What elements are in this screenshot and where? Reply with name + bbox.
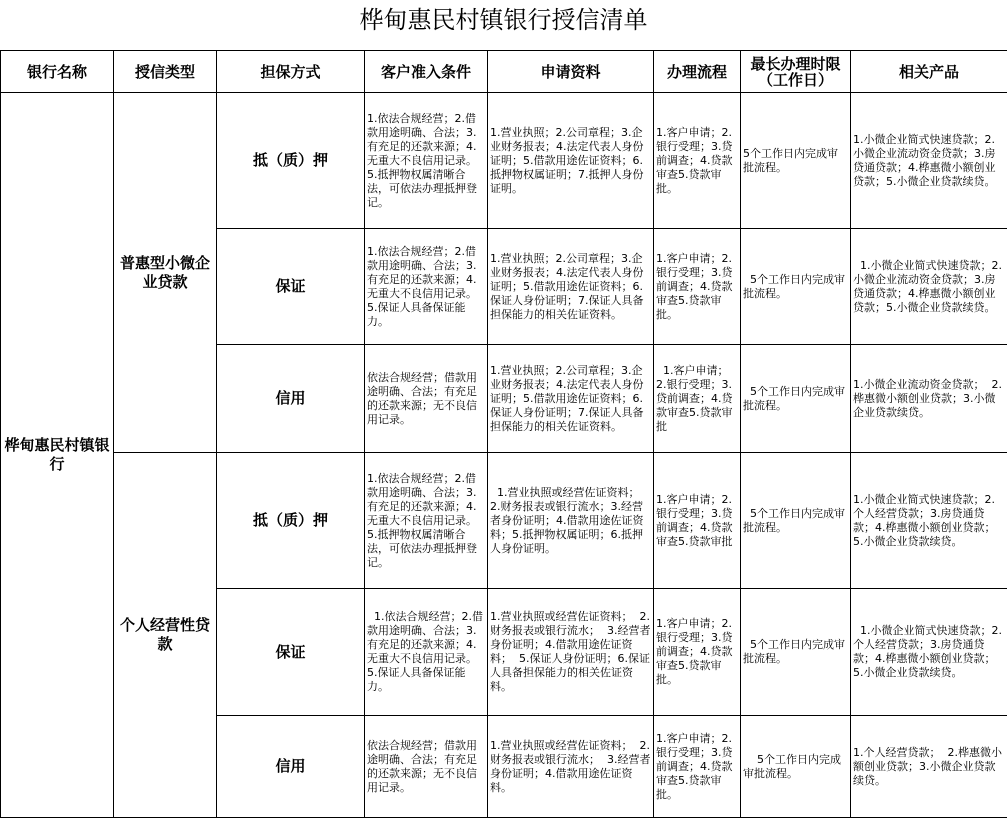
guarantee-cell: 信用 bbox=[217, 345, 365, 453]
products-cell: 1.小微企业流动资金贷款； 2.桦惠微小额创业贷款；3.小微企业贷款续贷。 bbox=[851, 345, 1007, 453]
bank-name-cell: 桦甸惠民村镇银行 bbox=[1, 93, 114, 818]
header-guarantee-method: 担保方式 bbox=[217, 51, 365, 93]
products-cell: 1.小微企业简式快速贷款；2.小微企业流动资金贷款；3.房贷通贷款；4.桦惠微小额创业贷款；5.小微企业贷款续贷。 bbox=[851, 229, 1007, 345]
guarantee-cell: 信用 bbox=[217, 716, 365, 818]
materials-cell: 1.营业执照；2.公司章程；3.企业财务报表；4.法定代表人身份证明；5.借款用途佐证资料；6.保证人身份证明；7.保证人具备担保能力的相关佐证资料。 bbox=[488, 345, 654, 453]
conditions-cell: 1.依法合规经营；2.借款用途明确、合法；3.有充足的还款来源；4.无重大不良信用记录。5.抵押物权属清晰合法，可依法办理抵押登记。 bbox=[365, 453, 488, 589]
conditions-cell: 依法合规经营；借款用途明确、合法；有充足的还款来源；无不良信用记录。 bbox=[365, 716, 488, 818]
guarantee-cell: 抵（质）押 bbox=[217, 93, 365, 229]
materials-cell: 1.营业执照或经营佐证资料； 2.财务报表或银行流水； 3.经营者身份证明；4.借款用途佐证资料； 5.保证人身份证明；6.保证人具备担保能力的相关佐证资料。 bbox=[488, 589, 654, 716]
process-cell: 1.客户申请；2.银行受理；3.贷前调查；4.贷款审查5.贷款审批 bbox=[654, 345, 741, 453]
products-cell: 1.个人经营贷款； 2.桦惠微小额创业贷款；3.小微企业贷款续贷。 bbox=[851, 716, 1007, 818]
products-cell: 1.小微企业简式快速贷款；2.个人经营贷款；3.房贷通贷款；4.桦惠微小额创业贷款；5.小微企业贷款续贷。 bbox=[851, 589, 1007, 716]
header-row bbox=[1, 51, 1007, 93]
products-cell: 1.小微企业简式快速贷款；2.个人经营贷款；3.房贷通贷款；4.桦惠微小额创业贷款；5.小微企业贷款续贷。 bbox=[851, 453, 1007, 589]
header-application-materials: 申请资料 bbox=[488, 51, 654, 93]
time-limit-cell: 5个工作日内完成审批流程。 bbox=[741, 345, 851, 453]
conditions-cell: 1.依法合规经营；2.借款用途明确、合法；3.有充足的还款来源；4.无重大不良信用记录。5.保证人具备保证能力。 bbox=[365, 589, 488, 716]
time-limit-cell: 5个工作日内完成审批流程。 bbox=[741, 229, 851, 345]
header-bank-name: 银行名称 bbox=[1, 51, 114, 93]
page-title: 桦甸惠民村镇银行授信清单 bbox=[359, 6, 648, 34]
time-limit-cell: 5个工作日内完成审批流程。 bbox=[741, 93, 851, 229]
credit-type-cell: 普惠型小微企业贷款 bbox=[114, 93, 217, 453]
conditions-cell: 1.依法合规经营；2.借款用途明确、合法；3.有充足的还款来源；4.无重大不良信用记录。5.抵押物权属清晰合法，可依法办理抵押登记。 bbox=[365, 93, 488, 229]
header-process: 办理流程 bbox=[654, 51, 741, 93]
process-cell: 1.客户申请；2.银行受理；3.贷前调查；4.贷款审查5.贷款审批 bbox=[654, 453, 741, 589]
products-cell: 1.小微企业简式快速贷款；2.小微企业流动资金贷款；3.房贷通贷款；4.桦惠微小额创业贷款；5.小微企业贷款续贷。 bbox=[851, 93, 1007, 229]
time-limit-cell: 5个工作日内完成审批流程。 bbox=[741, 716, 851, 818]
header-credit-type: 授信类型 bbox=[114, 51, 217, 93]
guarantee-cell: 保证 bbox=[217, 589, 365, 716]
time-limit-cell: 5个工作日内完成审批流程。 bbox=[741, 453, 851, 589]
table-row bbox=[1, 93, 1007, 229]
process-cell: 1.客户申请；2.银行受理；3.贷前调查；4.贷款审查5.贷款审批。 bbox=[654, 716, 741, 818]
materials-cell: 1.营业执照；2.公司章程；3.企业财务报表；4.法定代表人身份证明；5.借款用途佐证资料；6.抵押物权属证明；7.抵押人身份证明。 bbox=[488, 93, 654, 229]
materials-cell: 1.营业执照；2.公司章程；3.企业财务报表；4.法定代表人身份证明；5.借款用途佐证资料；6.保证人身份证明；7.保证人具备担保能力的相关佐证资料。 bbox=[488, 229, 654, 345]
materials-cell: 1.营业执照或经营佐证资料； 2.财务报表或银行流水； 3.经营者身份证明；4.借款用途佐证资料。 bbox=[488, 716, 654, 818]
guarantee-cell: 保证 bbox=[217, 229, 365, 345]
conditions-cell: 1.依法合规经营；2.借款用途明确、合法；3.有充足的还款来源；4.无重大不良信用记录。5.保证人具备保证能力。 bbox=[365, 229, 488, 345]
header-time-limit: 最长办理时限（工作日） bbox=[741, 51, 851, 93]
process-cell: 1.客户申请；2.银行受理；3.贷前调查；4.贷款审查5.贷款审批。 bbox=[654, 229, 741, 345]
table-row bbox=[1, 453, 1007, 589]
credit-type-cell: 个人经营性贷款 bbox=[114, 453, 217, 818]
materials-cell: 1.营业执照或经营佐证资料； 2.财务报表或银行流水；3.经营者身份证明；4.借款用途佐证资料；5.抵押物权属证明；6.抵押人身份证明。 bbox=[488, 453, 654, 589]
conditions-cell: 依法合规经营；借款用途明确、合法；有充足的还款来源；无不良信用记录。 bbox=[365, 345, 488, 453]
header-related-products: 相关产品 bbox=[851, 51, 1007, 93]
header-customer-conditions: 客户准入条件 bbox=[365, 51, 488, 93]
credit-list-table bbox=[0, 50, 1007, 818]
process-cell: 1.客户申请；2.银行受理；3.贷前调查；4.贷款审查5.贷款审批。 bbox=[654, 589, 741, 716]
guarantee-cell: 抵（质）押 bbox=[217, 453, 365, 589]
time-limit-cell: 5个工作日内完成审批流程。 bbox=[741, 589, 851, 716]
process-cell: 1.客户申请；2.银行受理；3.贷前调查；4.贷款审查5.贷款审批。 bbox=[654, 93, 741, 229]
